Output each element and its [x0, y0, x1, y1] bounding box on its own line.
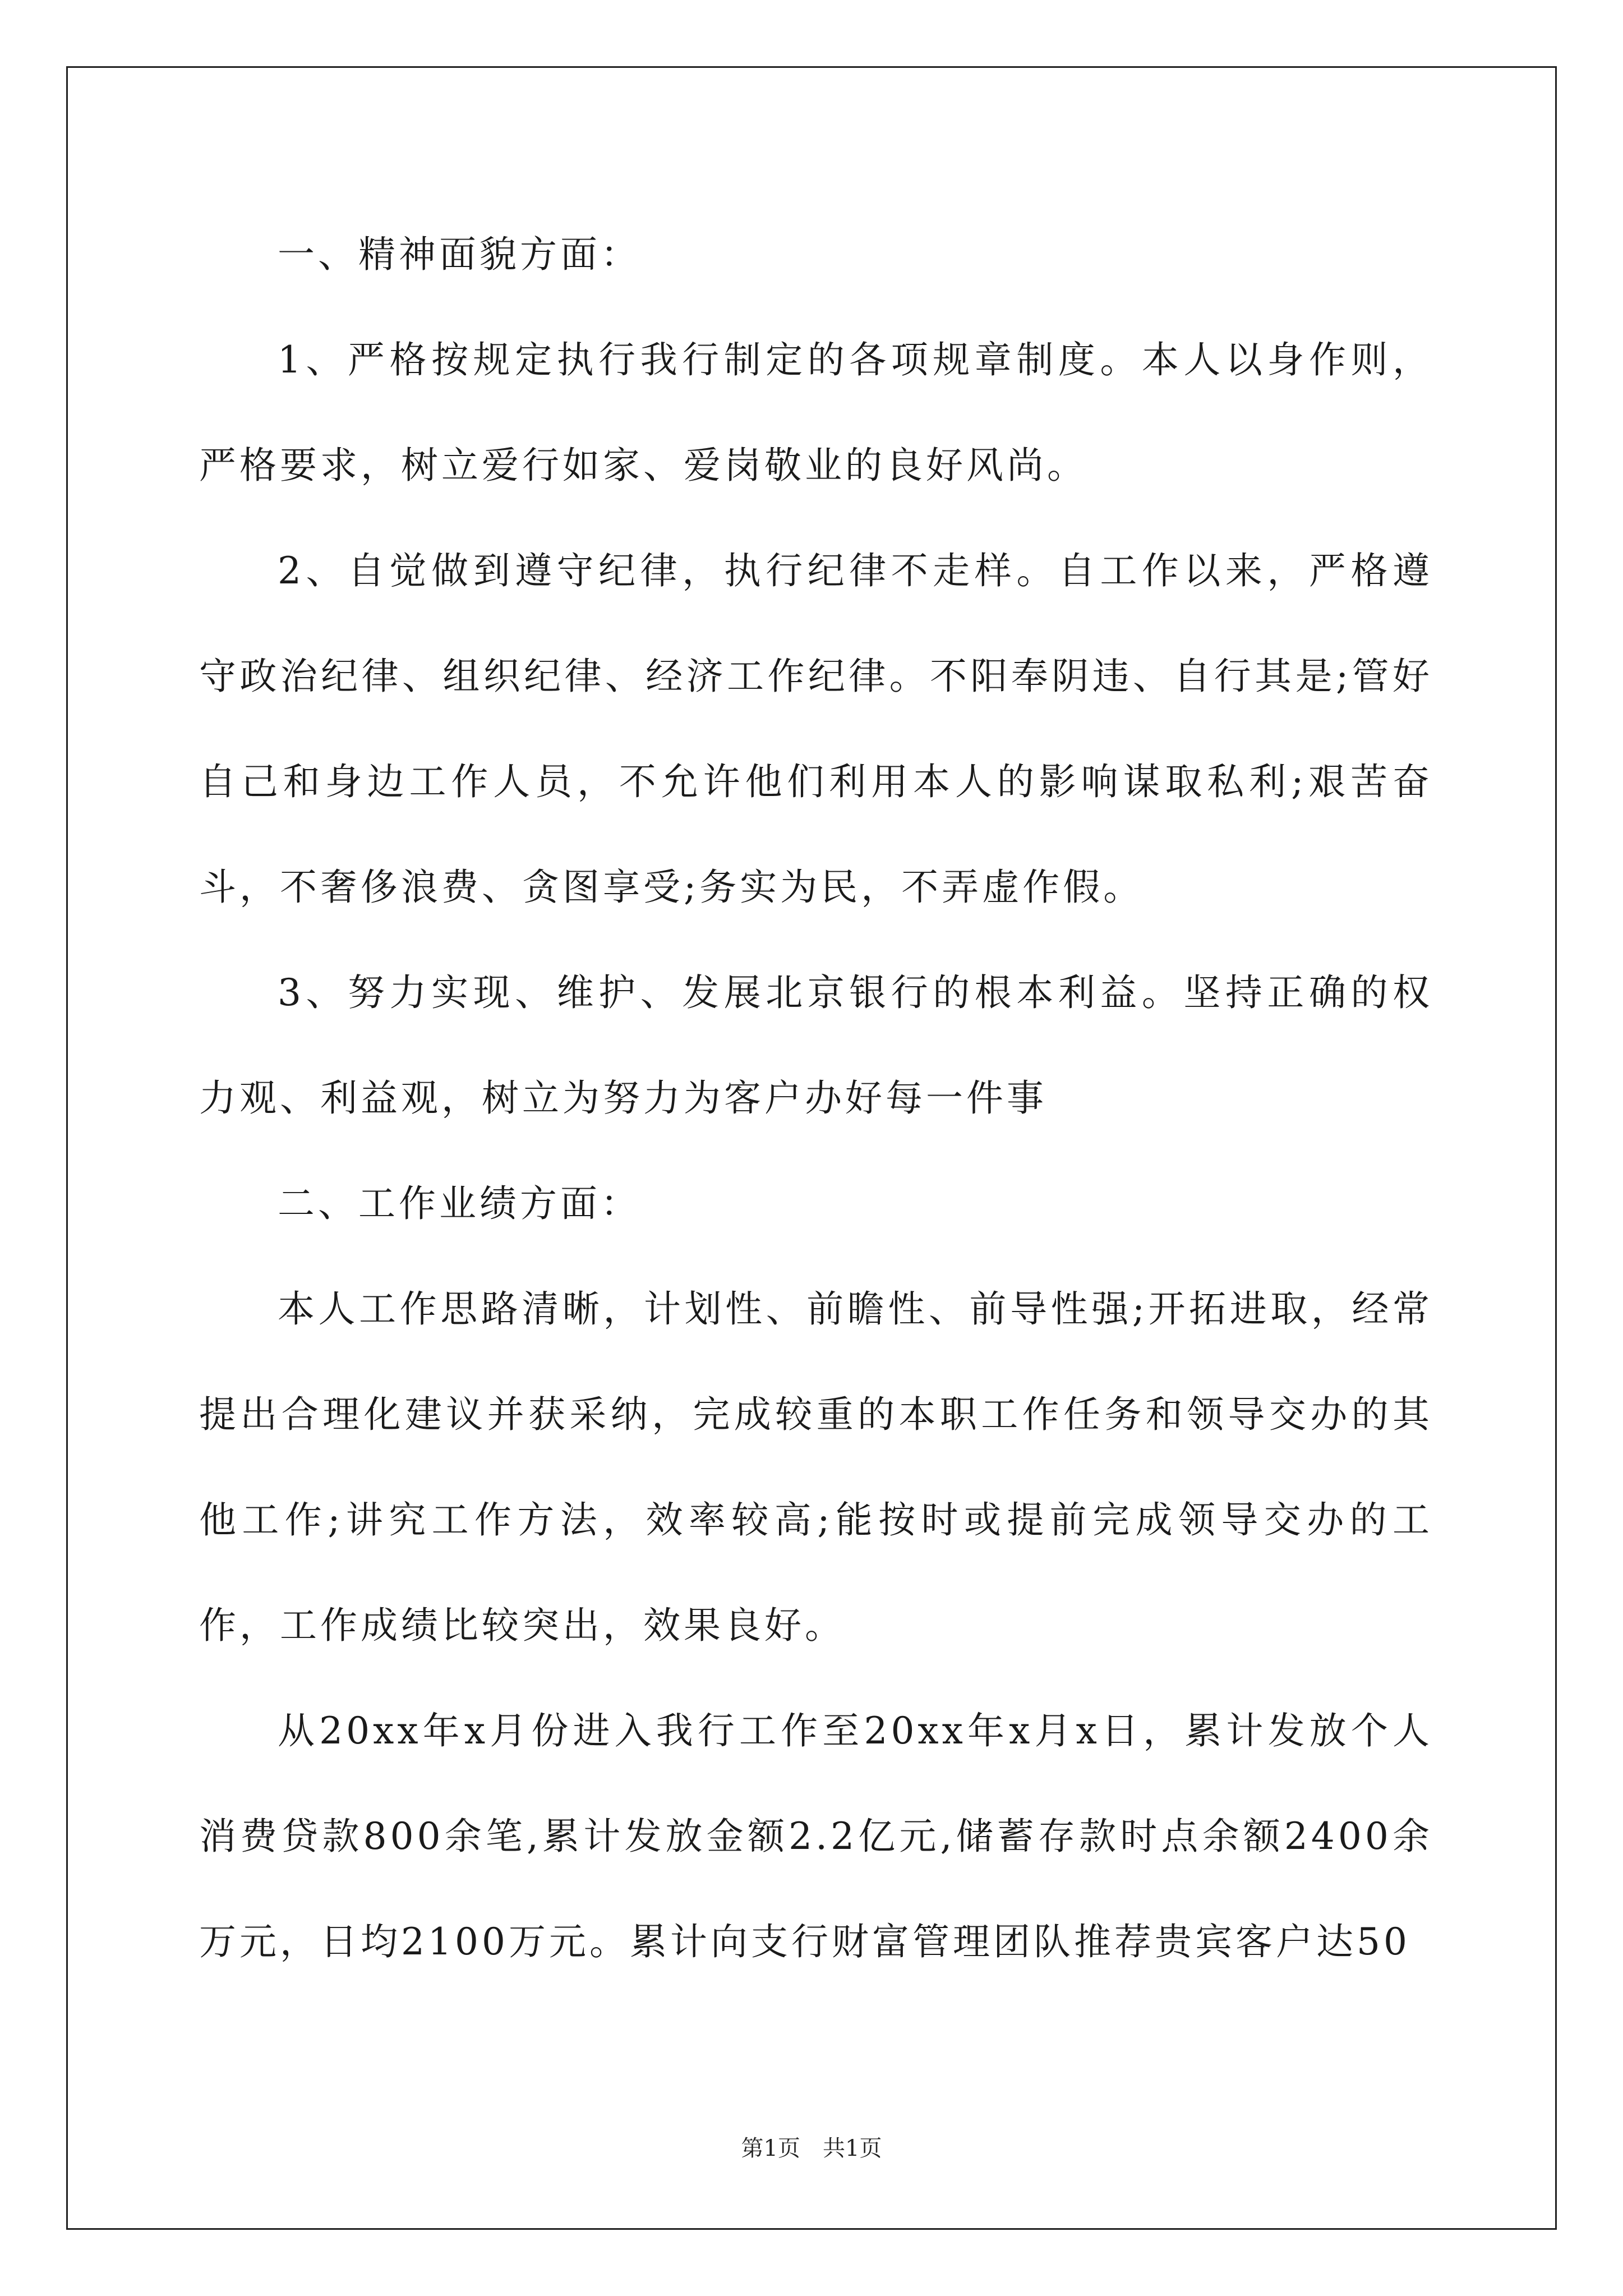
paragraph-achievements: 从20xx年x月份进入我行工作至20xx年x月x日，累计发放个人消费贷款800余笔,累计发放金额2.2亿元,储蓄存款时点余额2400余万元，日均2100万元。累计向支行财富管理团队推荐贵宾客户达50	[199, 1709, 1433, 1963]
paragraph-discipline: 2、自觉做到遵守纪律，执行纪律不走样。自工作以来，严格遵守政治纪律、组织纪律、经济工作纪律。不阳奉阴违、自行其是;管好自己和身边工作人员，不允许他们利用本人的影响谋取私利;艰苦奋斗，不奢侈浪费、贪图享受;务实为民，不弄虚作假。	[199, 549, 1433, 909]
paragraph-interests: 3、努力实现、维护、发展北京银行的根本利益。坚持正确的权力观、利益观，树立为努力为客户办好每一件事	[199, 971, 1433, 1120]
paragraph-rules: 1、严格按规定执行我行制定的各项规章制度。本人以身作则，严格要求，树立爱行如家、爱岗敬业的良好风尚。	[199, 338, 1433, 487]
document-body	[199, 202, 1433, 1995]
section-heading-spirit: 一、精神面貌方面：	[278, 233, 641, 276]
section-heading-performance: 二、工作业绩方面：	[278, 1182, 641, 1225]
page-footer: 第1页 共1页	[741, 2136, 882, 2161]
paragraph-work-approach: 本人工作思路清晰，计划性、前瞻性、前导性强;开拓进取，经常提出合理化建议并获采纳，完成较重的本职工作任务和领导交办的其他工作;讲究工作方法，效率较高;能按时或提前完成领导交办的工作，工作成绩比较突出，效果良好。	[199, 1287, 1433, 1647]
